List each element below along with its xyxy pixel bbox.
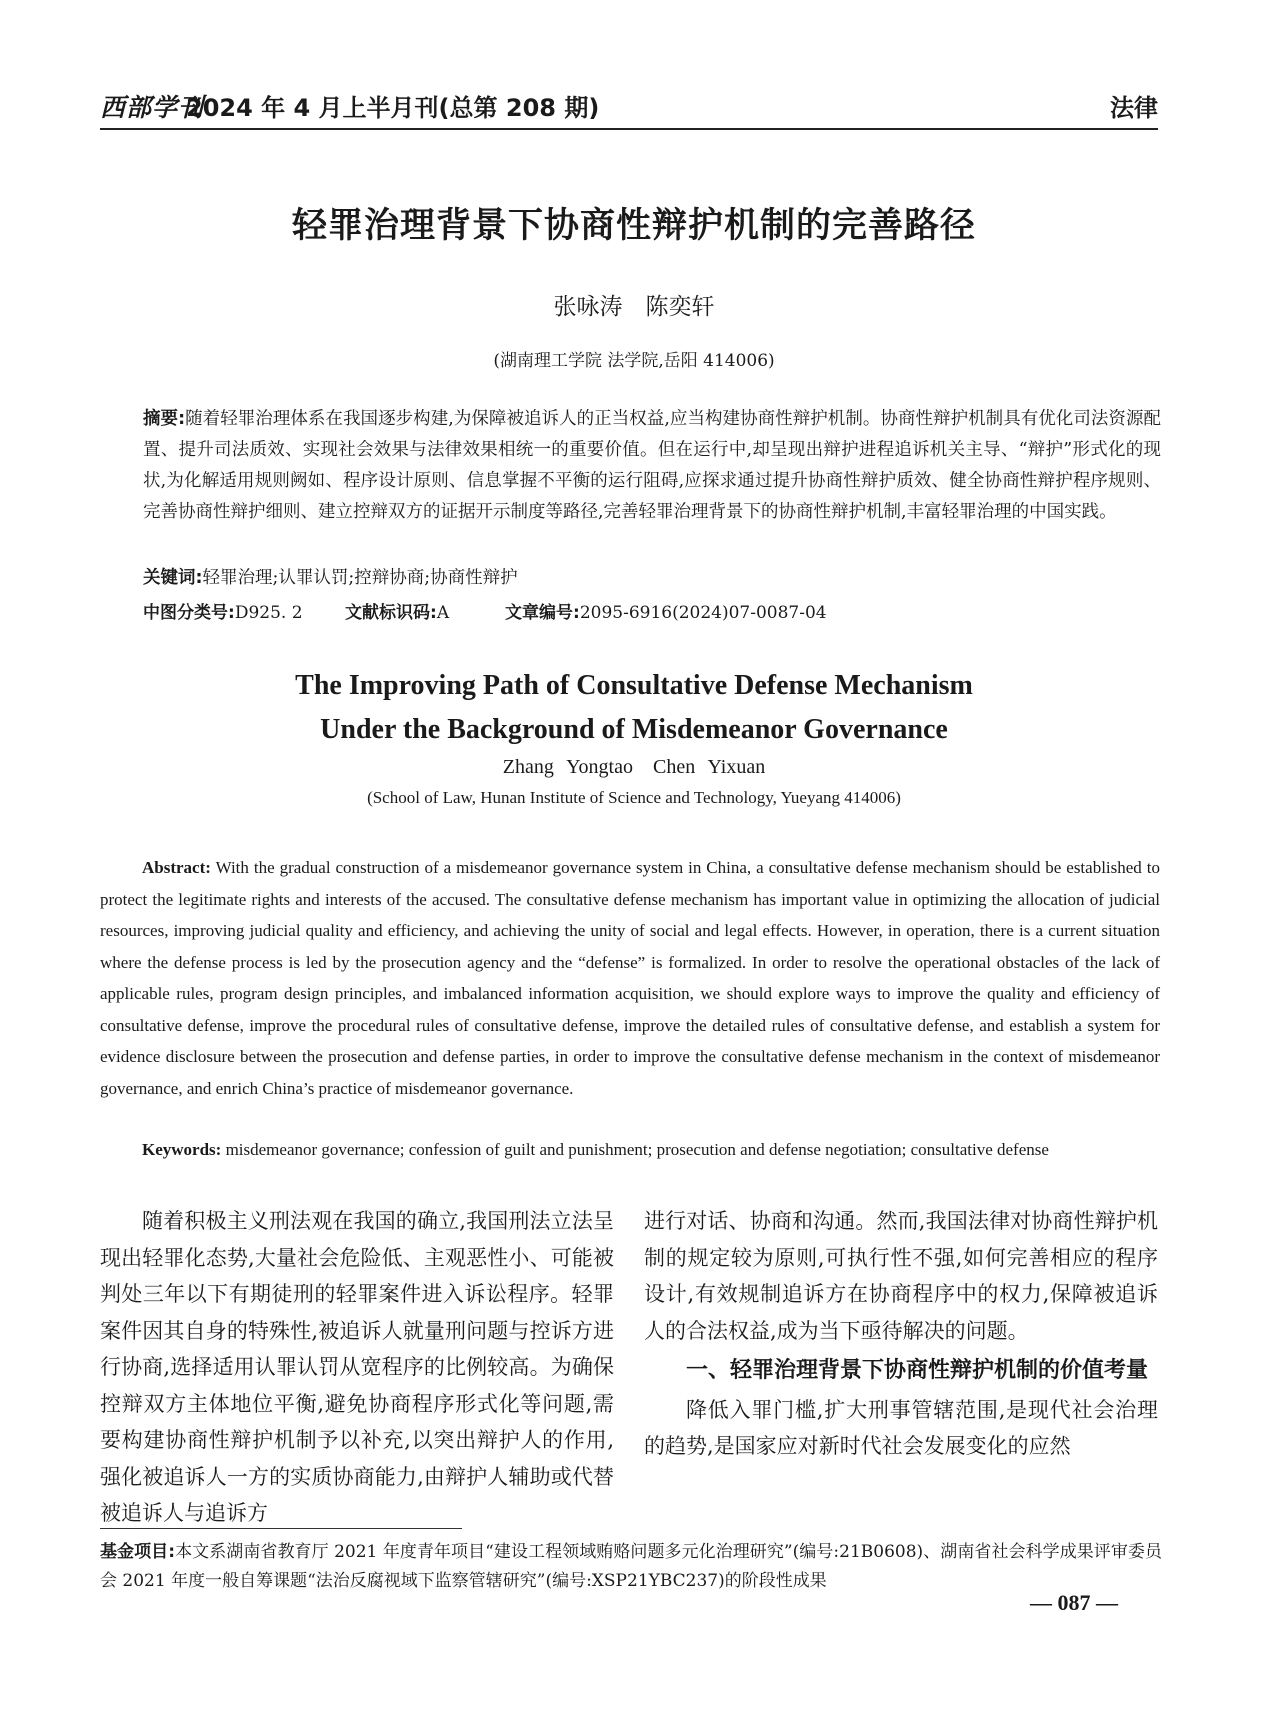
keywords-en-text: misdemeanor governance; confession of guilt and punishment; prosecution and defense negotiation; consultative defense [225, 1140, 1049, 1159]
doc-code-label: 文献标识码: [345, 603, 437, 623]
funding-note [100, 1538, 1162, 1596]
header-divider [100, 128, 1158, 130]
authors-en: Zhang Yongtao Chen Yixuan [502, 756, 766, 778]
authors-cn: 张咏涛 陈奕轩 [553, 294, 715, 320]
body-column-right [644, 1203, 1158, 1465]
journal-issue: 2024 年 4 月上半月刊(总第 208 期) [186, 94, 600, 122]
body-paragraph: 降低入罪门槛,扩大刑事管辖范围,是现代社会治理的趋势,是国家应对新时代社会发展变化的应然 [644, 1397, 1158, 1458]
affiliation-cn: (湖南理工学院 法学院,岳阳 414006) [493, 351, 775, 371]
clc-value: D925. 2 [234, 603, 303, 623]
keywords-en-label: Keywords: [142, 1140, 222, 1159]
funding-label: 基金项目: [100, 1542, 176, 1562]
keywords-cn [143, 564, 1161, 589]
abstract-cn [143, 404, 1161, 528]
body-column-left [100, 1203, 614, 1532]
section-label: 法律 [1110, 94, 1158, 122]
funding-text: 本文系湖南省教育厅 2021 年度青年项目“建设工程领域贿赂问题多元化治理研究”(编号:21B0608)、湖南省社会科学成果评审委员会 2021 年度一般自筹课题“法治反腐视域下监察管辖研究”(编号:XSP21YBC237)的阶段性成果 [100, 1542, 1162, 1591]
journal-logo: 西部学刊 [100, 93, 205, 122]
keywords-en [142, 1140, 1162, 1160]
clc-number [143, 598, 303, 623]
running-header [100, 88, 1158, 128]
page-number: — 087 — [1030, 1590, 1118, 1615]
article-no-label: 文章编号: [505, 603, 580, 623]
abstract-en-label: Abstract: [142, 858, 211, 877]
title-en-line1: The Improving Path of Consultative Defense Mechanism [295, 670, 973, 701]
abstract-en [100, 852, 1160, 1104]
abstract-en-text: With the gradual construction of a misdemeanor governance system in China, a consultative defense mechanism should be established to protect the legitimate rights and interests of the accused. The consultative defense mechanism has important value in optimizing the allocation of judicial resources, improving judicial quality and efficiency, and achieving the unity of social and legal effects. However, in operation, there is a current situation where the defense process is led by the prosecution agency and the “defense” is formalized. In order to resolve the operational obstacles of the lack of applicable rules, program design principles, and imbalanced information acquisition, we should explore ways to improve the quality and efficiency of consultative defense, improve the procedural rules of consultative defense, improve the detailed rules of consultative defense, and establish a system for evidence disclosure between the prosecution and defense parties, in order to improve the consultative defense mechanism in the context of misdemeanor governance, and enrich China’s practice of misdemeanor governance. [100, 858, 1160, 1098]
keywords-cn-text: 轻罪治理;认罪认罚;控辩协商;协商性辩护 [202, 568, 518, 588]
article-title-en [0, 664, 1268, 752]
affiliation-en: (School of Law, Hunan Institute of Science and Technology, Yueyang 414006) [367, 788, 901, 807]
article-number [505, 598, 827, 623]
article-title-cn: 轻罪治理背景下协商性辩护机制的完善路径 [291, 206, 976, 246]
article-no-value: 2095-6916(2024)07-0087-04 [579, 603, 827, 623]
document-code [345, 598, 449, 623]
abstract-cn-text: 随着轻罪治理体系在我国逐步构建,为保障被追诉人的正当权益,应当构建协商性辩护机制。协商性辩护机制具有优化司法资源配置、提升司法质效、实现社会效果与法律效果相统一的重要价值。但在运行中,却呈现出辩护进程追诉机关主导、“辩护”形式化的现状,为化解适用规则阙如、程序设计原则、信息掌握不平衡的运行阻碍,应探求通过提升协商性辩护质效、健全协商性辩护程序规则、完善协商性辩护细则、建立控辩双方的证据开示制度等路径,完善轻罪治理背景下的协商性辩护机制,丰富轻罪治理的中国实践。 [143, 409, 1162, 522]
clc-label: 中图分类号: [143, 603, 235, 623]
doc-code-value: A [436, 603, 450, 623]
body-paragraph: 随着积极主义刑法观在我国的确立,我国刑法立法呈现出轻罪化态势,大量社会危险低、主观恶性小、可能被判处三年以下有期徒刑的轻罪案件进入诉讼程序。轻罪案件因其自身的特殊性,被追诉人就量刑问题与控诉方进行协商,选择适用认罪认罚从宽程序的比例较高。为确保控辩双方主体地位平衡,避免协商程序形式化等问题,需要构建协商性辩护机制予以补充,以突出辩护人的作用,强化被追诉人一方的实质协商能力,由辩护人辅助或代替被追诉人与追诉方 [100, 1209, 614, 1525]
title-en-line2: Under the Background of Misdemeanor Governance [320, 714, 948, 745]
body-paragraph-continued: 进行对话、协商和沟通。然而,我国法律对协商性辩护机制的规定较为原则,可执行性不强,如何完善相应的程序设计,有效规制追诉方在协商程序中的权力,保障被追诉人的合法权益,成为当下亟待解决的问题。 [644, 1209, 1158, 1343]
keywords-cn-label: 关键词: [143, 568, 203, 588]
section-heading: 一、轻罪治理背景下协商性辩护机制的价值考量 [686, 1358, 1149, 1383]
abstract-cn-label: 摘要: [143, 409, 186, 429]
footnote-divider [100, 1528, 462, 1529]
